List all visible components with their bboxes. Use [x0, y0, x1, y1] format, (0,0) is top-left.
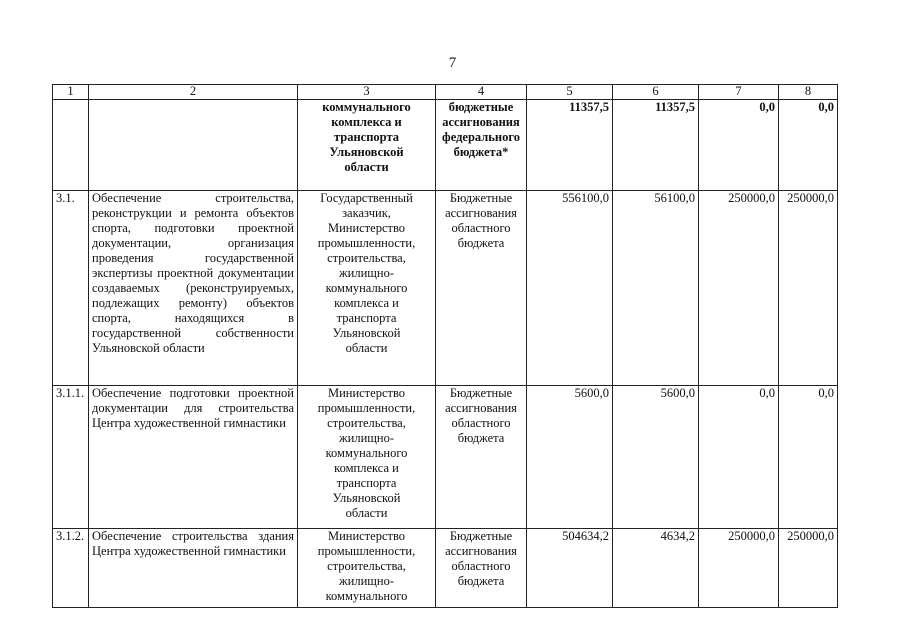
row-value-total: 5600,0: [527, 386, 613, 529]
row-funding-source: Бюджетные ассигнования областного бюджета: [436, 529, 527, 608]
column-header: 8: [779, 85, 838, 100]
row-value-year1: 4634,2: [613, 529, 699, 608]
row-value-year3: 0,0: [779, 386, 838, 529]
row-number: 3.1.2.: [53, 529, 89, 608]
row-value-year1: 56100,0: [613, 191, 699, 386]
row-executor: Министерство промышленности, строительства, жилищно- коммунального: [298, 529, 436, 608]
table-row: [53, 386, 838, 529]
column-header: 7: [699, 85, 779, 100]
table-row: [53, 529, 838, 608]
column-header: 5: [527, 85, 613, 100]
row-value-year3: 250000,0: [779, 529, 838, 608]
row-funding-source: Бюджетные ассигнования областного бюджета: [436, 191, 527, 386]
column-header: 3: [298, 85, 436, 100]
row-value-year2: 0,0: [699, 100, 779, 191]
row-funding-source: Бюджетные ассигнования областного бюджета: [436, 386, 527, 529]
row-value-year3: 250000,0: [779, 191, 838, 386]
row-description: Обеспечение строительства здания Центра художественной гимнастики: [89, 529, 298, 608]
row-number: [53, 100, 89, 191]
column-header: 6: [613, 85, 699, 100]
row-value-total: 504634,2: [527, 529, 613, 608]
row-executor: Государственный заказчик, Министерство промышленности, строительства, жилищно- коммунального комплекса и транспорта Ульяновской области: [298, 191, 436, 386]
column-header: 2: [89, 85, 298, 100]
row-executor: Министерство промышленности, строительства, жилищно- коммунального комплекса и транспорта Ульяновской области: [298, 386, 436, 529]
row-value-year2: 0,0: [699, 386, 779, 529]
column-header: 4: [436, 85, 527, 100]
row-value-total: 11357,5: [527, 100, 613, 191]
row-value-year3: 0,0: [779, 100, 838, 191]
row-value-year1: 11357,5: [613, 100, 699, 191]
column-header: 1: [53, 85, 89, 100]
row-value-year1: 5600,0: [613, 386, 699, 529]
budget-table: [52, 84, 838, 608]
page-number: 7: [448, 55, 457, 71]
row-description: Обеспечение подготовки проектной документации для строительства Центра художественной гимнастики: [89, 386, 298, 529]
row-value-total: 556100,0: [527, 191, 613, 386]
table-row: [53, 191, 838, 386]
row-number: 3.1.: [53, 191, 89, 386]
row-funding-source: бюджетные ассигнования федерального бюджета*: [436, 100, 527, 191]
table-row: [53, 100, 838, 191]
row-value-year2: 250000,0: [699, 529, 779, 608]
table-header-row: [53, 85, 838, 100]
row-value-year2: 250000,0: [699, 191, 779, 386]
row-description: [89, 100, 298, 191]
row-executor: коммунального комплекса и транспорта Ульяновской области: [298, 100, 436, 191]
row-description: Обеспечение строительства, реконструкции и ремонта объектов спорта, подготовки проектной документации, организация проведения государственной экспертизы проектной документации создаваемых (реконструируемых, подлежащих ремонту) объектов спорта, находящихся в государственной собственности Ульяновской области: [89, 191, 298, 386]
row-number: 3.1.1.: [53, 386, 89, 529]
